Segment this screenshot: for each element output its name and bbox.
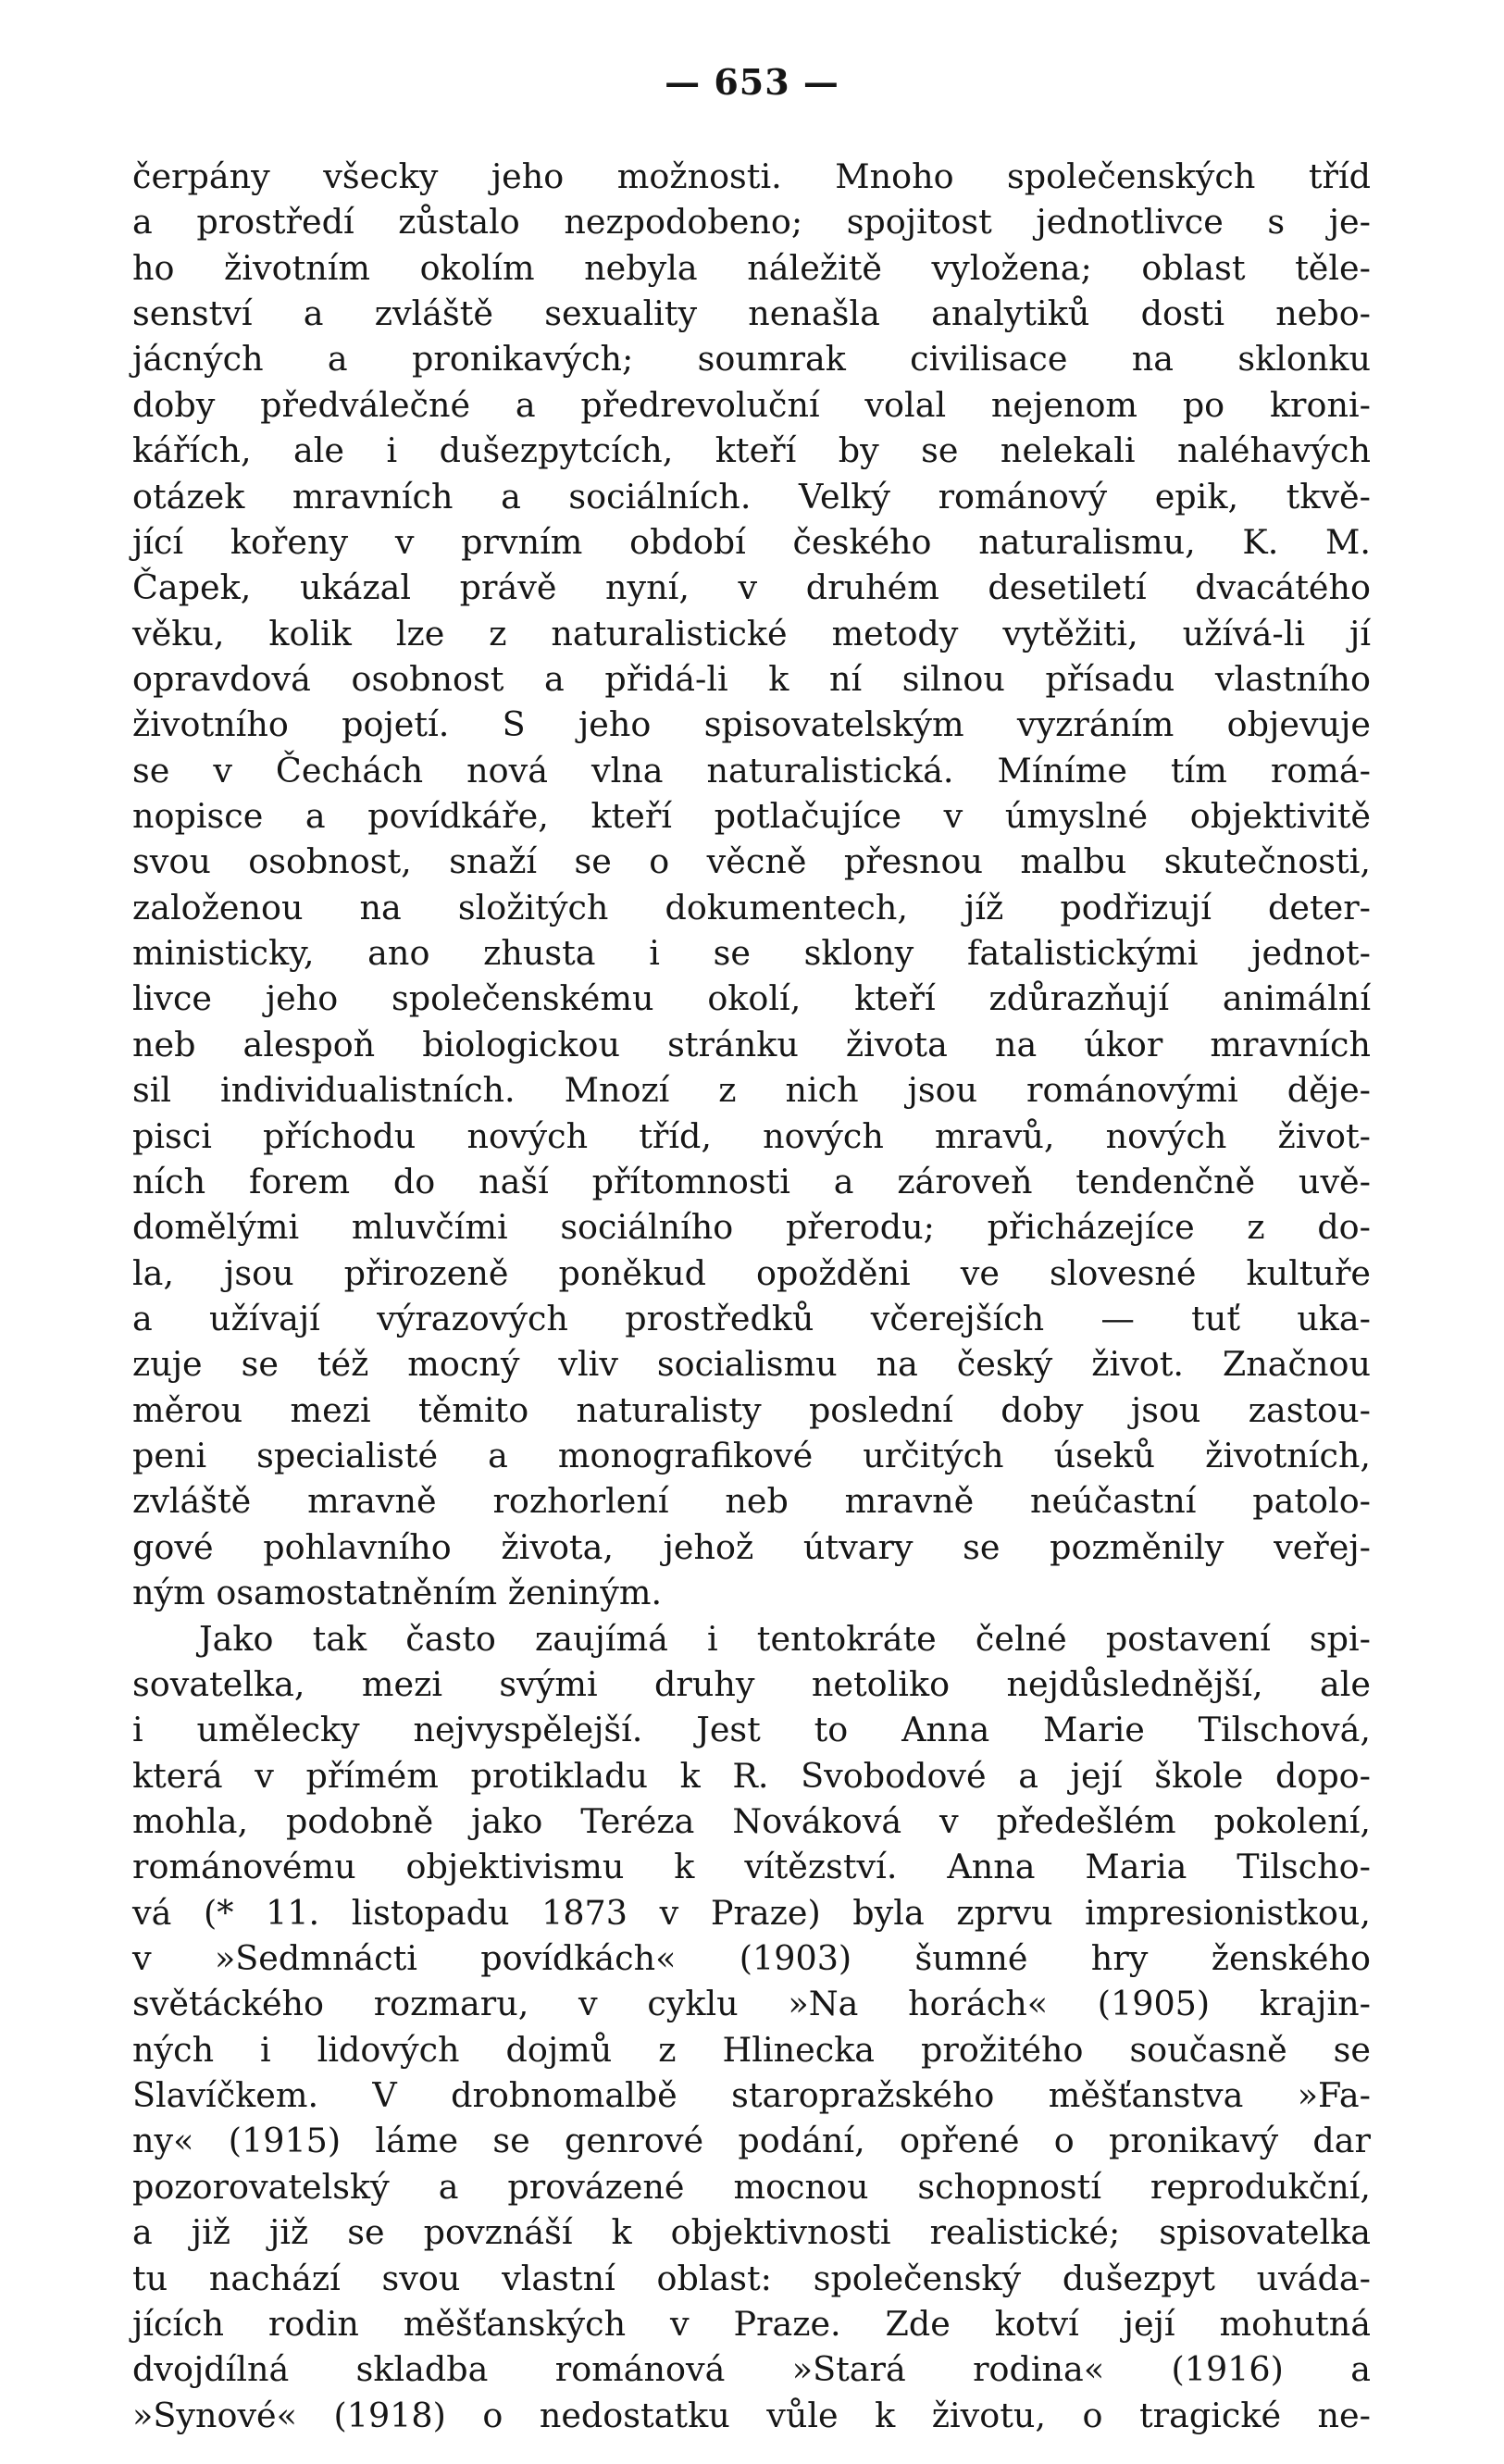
text-line: ným osamostatněním ženiným. [132, 1573, 663, 1613]
text-line: la, jsou přirozeně poněkud opožděni ve slovesné kultuře [132, 1252, 1371, 1293]
text-line: se v Čechách nová vlna naturalistická. Míníme tím romá- [132, 750, 1371, 790]
text-line: v »Sedmnácti povídkách« (1903) šumné hry ženského [132, 1938, 1371, 1979]
text-line: dvojdílná skladba románová »Stará rodina« (1916) a [132, 2349, 1371, 2390]
text-line: gové pohlavního života, jehož útvary se pozměnily veřej- [132, 1526, 1371, 1567]
text-line: opravdová osobnost a přidá-li k ní silnou přísadu vlastního [132, 658, 1371, 699]
text-line: jících rodin měšťanských v Praze. Zde kotví její mohutná [132, 2303, 1371, 2344]
text-line: životního pojetí. S jeho spisovatelským vyzráním objevuje [132, 704, 1371, 745]
text-line: a prostředí zůstalo nezpodobeno; spojitost jednotlivce s je- [132, 202, 1371, 243]
text-line: jící kořeny v prvním období českého naturalismu, K. M. [132, 521, 1371, 562]
text-line: svou osobnost, snaží se o věcně přesnou malbu skutečnosti, [132, 841, 1371, 882]
text-line: »Synové« (1918) o nedostatku vůle k životu, o tragické ne- [132, 2395, 1371, 2435]
text-line: měrou mezi těmito naturalisty poslední doby jsou zastou- [132, 1389, 1371, 1430]
text-line: mohla, podobně jako Teréza Nováková v předešlém pokolení, [132, 1800, 1371, 1841]
page-number: — 653 — [665, 61, 839, 103]
text-line: i umělecky nejvyspělejší. Jest to Anna Marie Tilschová, [132, 1710, 1371, 1750]
text-line: zuje se též mocný vliv socialismu na český život. Značnou [132, 1344, 1371, 1385]
text-line: vá (* 11. listopadu 1873 v Praze) byla zprvu impresionistkou, [132, 1892, 1371, 1933]
text-line: ny« (1915) láme se genrové podání, opřené o pronikavý dar [132, 2121, 1371, 2161]
text-line: livce jeho společenskému okolí, kteří zdůrazňují animální [132, 978, 1371, 1019]
text-line: ních forem do naší přítomnosti a zároveň tendenčně uvě- [132, 1161, 1371, 1201]
text-line: Jako tak často zaujímá i tentokráte čelné postavení spi- [199, 1618, 1371, 1659]
text-line: a užívají výrazových prostředků včerejších — tuť uka- [132, 1298, 1371, 1338]
text-line: sovatelka, mezi svými druhy netoliko nejdůslednější, ale [132, 1663, 1371, 1704]
text-line: Slavíčkem. V drobnomalbě staropražského měšťanstva »Fa- [132, 2075, 1371, 2116]
text-line: zvláště mravně rozhorlení neb mravně neúčastní patolo- [132, 1481, 1371, 1522]
text-line: pozorovatelský a provázené mocnou schopností reprodukční, [132, 2166, 1371, 2207]
text-line: kářích, ale i dušezpytcích, kteří by se nelekali naléhavých [132, 430, 1371, 471]
text-line: založenou na složitých dokumentech, jíž podřizují deter- [132, 887, 1371, 927]
text-line: jácných a pronikavých; soumrak civilisace na sklonku [132, 339, 1371, 380]
body-text [132, 154, 1371, 2438]
text-line: nopisce a povídkáře, kteří potlačujíce v úmyslné objektivitě [132, 796, 1371, 837]
text-line: světáckého rozmaru, v cyklu »Na horách« (1905) krajin- [132, 1984, 1371, 2024]
text-line: která v přímém protikladu k R. Svobodové a její škole dopo- [132, 1755, 1371, 1796]
text-line: ných i lidových dojmů z Hlinecka prožitého současně se [132, 2029, 1371, 2070]
text-line: čerpány všecky jeho možnosti. Mnoho společenských tříd [132, 156, 1371, 196]
text-line: doby předválečné a předrevoluční volal nejenom po kroni- [132, 384, 1371, 425]
text-line: románovému objektivismu k vítězství. Anna Maria Tilscho- [132, 1847, 1371, 1887]
text-line: ministicky, ano zhusta i se sklony fatalistickými jednot- [132, 933, 1371, 974]
text-line: tu nachází svou vlastní oblast: společenský dušezpyt uváda- [132, 2258, 1371, 2298]
text-line: sil individualistních. Mnozí z nich jsou románovými děje- [132, 1070, 1371, 1111]
text-line: věku, kolik lze z naturalistické metody vytěžiti, užívá-li jí [132, 613, 1371, 653]
text-line: pisci příchodu nových tříd, nových mravů, nových život- [132, 1115, 1371, 1156]
text-line: domělými mluvčími sociálního přerodu; přicházejíce z do- [132, 1207, 1371, 1248]
text-line: neb alespoň biologickou stránku života na úkor mravních [132, 1024, 1371, 1064]
text-line: ho životním okolím nebyla náležitě vyložena; oblast těle- [132, 247, 1371, 288]
text-line: peni specialisté a monografikové určitých úseků životních, [132, 1436, 1371, 1476]
text-line: senství a zvláště sexuality nenašla analytiků dosti nebo- [132, 293, 1371, 334]
text-line: otázek mravních a sociálních. Velký románový epik, tkvě- [132, 476, 1371, 516]
text-line: Čapek, ukázal právě nyní, v druhém desetiletí dvacátého [132, 567, 1371, 608]
text-line: a již již se povznáší k objektivnosti realistické; spisovatelka [132, 2212, 1371, 2253]
